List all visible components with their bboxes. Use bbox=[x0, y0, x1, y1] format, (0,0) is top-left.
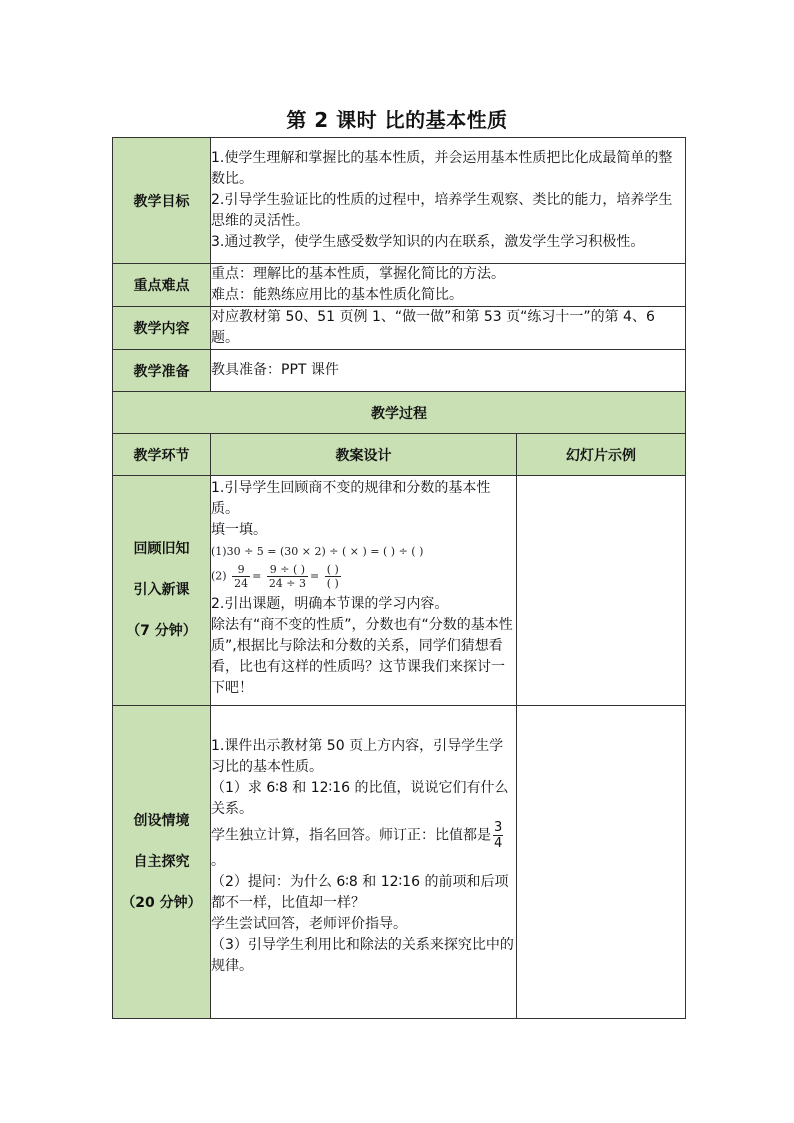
stage-2-p6: （3）引导学生利用比和除法的关系来探究比中的规律。 bbox=[211, 937, 514, 974]
stage-1-label bbox=[113, 476, 211, 706]
stage-1-fill: 填一填。 bbox=[211, 522, 267, 538]
stage-2-p3: 学生独立计算，指名回答。师订正：比值都是 $\frac{3}{4}$ 。 bbox=[211, 820, 503, 869]
row-process-headers bbox=[113, 434, 686, 476]
stage-1-line-1: 回顾旧知 bbox=[133, 541, 190, 557]
label-goals: 教学目标 bbox=[113, 138, 211, 264]
row-goals bbox=[113, 138, 686, 264]
stage-1-topic: 2.引出课题，明确本节课的学习内容。 bbox=[211, 596, 449, 612]
key-point: 重点：理解比的基本性质，掌握化简比的方法。 bbox=[211, 266, 505, 282]
lesson-plan-table bbox=[112, 137, 686, 1019]
stage-2-duration: （20 分钟） bbox=[121, 894, 202, 911]
label-prep: 教学准备 bbox=[113, 350, 211, 392]
fraction-answer: $\frac{( )}{( )}$ bbox=[326, 563, 339, 590]
stage-1-duration: （7 分钟） bbox=[126, 623, 197, 639]
exercise-2: (2) $\frac{9}{24}$ = $\frac{9 \div ( )}{24 \div 3}$ = $\frac{( )}{( )}$ bbox=[211, 563, 339, 590]
goal-2: 2.引导学生验证比的性质的过程中，培养学生观察、类比的能力，培养学生思维的灵活性。 bbox=[211, 192, 673, 229]
label-key-points: 重点难点 bbox=[113, 264, 211, 307]
row-content bbox=[113, 307, 686, 350]
exercise-2-label: (2) bbox=[211, 569, 227, 583]
row-process-title bbox=[113, 392, 686, 434]
key-points-content bbox=[211, 264, 686, 307]
header-design: 教案设计 bbox=[211, 434, 517, 476]
goal-3: 3.通过教学，使学生感受数学知识的内在联系，激发学生学习积极性。 bbox=[211, 234, 645, 250]
row-key-points bbox=[113, 264, 686, 307]
stage-2-p4: （2）提问：为什么 6∶8 和 12∶16 的前项和后项都不一样，比值却一样？ bbox=[211, 874, 509, 911]
stage-1-slides bbox=[517, 476, 686, 706]
stage-2-line-2: 自主探究 bbox=[133, 853, 190, 870]
page-title: 第 2 课时 比的基本性质 bbox=[286, 108, 508, 132]
difficult-point: 难点：能熟练应用比的基本性质化简比。 bbox=[211, 287, 463, 303]
stage-2-slides bbox=[517, 706, 686, 1019]
stage-2-design bbox=[211, 706, 517, 1019]
row-prep bbox=[113, 350, 686, 392]
stage-2-label bbox=[113, 706, 211, 1019]
stage-1-design bbox=[211, 476, 517, 706]
exercise-1: (1)30 ÷ 5 = (30 × 2) ÷ ( × ) = ( ) ÷ ( ) bbox=[211, 545, 424, 558]
stage-2-line-1: 创设情境 bbox=[133, 812, 190, 829]
row-stage-2 bbox=[113, 706, 686, 1019]
goals-content bbox=[211, 138, 686, 264]
stage-2-p5: 学生尝试回答，老师评价指导。 bbox=[211, 916, 407, 932]
fraction-3-4: $\frac{3}{4}$ bbox=[494, 820, 503, 851]
stage-1-line-2: 引入新课 bbox=[133, 582, 190, 598]
fraction-9-24: $\frac{9}{24}$ bbox=[234, 563, 249, 590]
header-slides: 幻灯片示例 bbox=[517, 434, 686, 476]
content-text: 对应教材第 50、51 页例 1、“做一做”和第 53 页“练习十一”的第 4、6 题。 bbox=[211, 307, 686, 350]
header-stage: 教学环节 bbox=[113, 434, 211, 476]
prep-text: 教具准备：PPT 课件 bbox=[211, 350, 686, 392]
process-title: 教学过程 bbox=[113, 392, 686, 434]
goal-1: 1.使学生理解和掌握比的基本性质，并会运用基本性质把比化成最简单的整数比。 bbox=[211, 150, 673, 187]
label-content: 教学内容 bbox=[113, 307, 211, 350]
stage-1-intro: 1.引导学生回顾商不变的规律和分数的基本性质。 bbox=[211, 480, 491, 517]
stage-2-p2: （1）求 6∶8 和 12∶16 的比值，说说它们有什么关系。 bbox=[211, 780, 509, 817]
stage-2-p1: 1.课件出示教材第 50 页上方内容，引导学生学习比的基本性质。 bbox=[211, 738, 504, 775]
stage-1-guess: 除法有“商不变的性质”，分数也有“分数的基本性质”,根据比与除法和分数的关系，同学们猜想看看，比也有这样的性质吗？这节课我们来探讨一下吧！ bbox=[211, 617, 513, 696]
row-stage-1 bbox=[113, 476, 686, 706]
fraction-transform: $\frac{9 \div ( )}{24 \div 3}$ bbox=[268, 563, 307, 590]
